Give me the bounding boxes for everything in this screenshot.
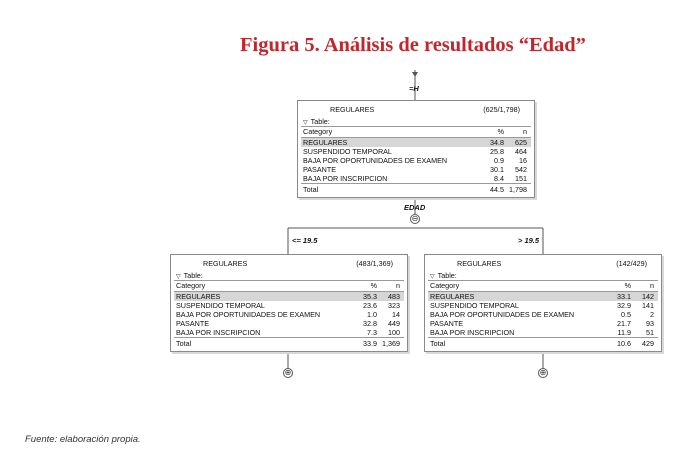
collapse-icon[interactable]: ⊖ xyxy=(411,214,419,223)
node-name: REGULARES xyxy=(330,105,375,114)
table-total-row: Total 33.9 1,369 xyxy=(174,337,404,349)
node-table xyxy=(301,117,531,194)
branch-right-label: > 19.5 xyxy=(518,236,540,245)
table-row: PASANTE 32.8 449 xyxy=(176,319,400,328)
col-category: Category xyxy=(430,281,460,290)
root-arrow xyxy=(412,72,418,77)
table-row: PASANTE 30.1 542 xyxy=(303,165,527,174)
node-header xyxy=(298,101,534,117)
table-label: Table: xyxy=(310,117,330,126)
node-header xyxy=(425,255,661,271)
expand-right-icon[interactable]: ⊕ xyxy=(539,368,547,377)
col-n: n xyxy=(396,281,400,290)
table-header-row xyxy=(174,280,404,292)
root-node[interactable] xyxy=(297,100,535,198)
node-count: (142/429) xyxy=(616,259,647,268)
node-name: REGULARES xyxy=(457,259,502,268)
node-table xyxy=(174,271,404,348)
table-row: BAJA POR INSCRIPCION 11.9 51 xyxy=(430,328,654,337)
figure-source: Fuente: elaboración propia. xyxy=(25,434,141,445)
col-category: Category xyxy=(303,127,333,136)
table-row: BAJA POR INSCRIPCION 7.3 100 xyxy=(176,328,400,337)
left-node[interactable] xyxy=(170,254,408,352)
triangle-down-icon: ▽ xyxy=(176,274,181,280)
right-node[interactable] xyxy=(424,254,662,352)
table-row: BAJA POR OPORTUNIDADES DE EXAMEN 0.9 16 xyxy=(303,156,527,165)
table-row: BAJA POR OPORTUNIDADES DE EXAMEN 0.5 2 xyxy=(430,310,654,319)
table-row: SUSPENDIDO TEMPORAL 25.8 464 xyxy=(303,147,527,156)
node-table xyxy=(428,271,658,348)
branch-left-label: <= 19.5 xyxy=(292,236,318,245)
expand-left-icon[interactable]: ⊕ xyxy=(284,368,292,377)
table-row: SUSPENDIDO TEMPORAL 23.6 323 xyxy=(176,301,400,310)
triangle-down-icon: ▽ xyxy=(303,120,308,126)
table-row: SUSPENDIDO TEMPORAL 32.9 141 xyxy=(430,301,654,310)
node-header xyxy=(171,255,407,271)
col-pct: % xyxy=(624,281,631,290)
col-category: Category xyxy=(176,281,206,290)
table-header-row xyxy=(301,126,531,138)
table-title[interactable] xyxy=(428,271,658,280)
figure-title: Figura 5. Análisis de resultados “Edad” xyxy=(240,34,586,56)
split-variable-label: EDAD xyxy=(404,203,426,212)
col-pct: % xyxy=(497,127,504,136)
col-n: n xyxy=(523,127,527,136)
table-row: REGULARES 35.3 483 xyxy=(174,292,404,301)
node-name: REGULARES xyxy=(203,259,248,268)
root-label: =H xyxy=(409,84,419,93)
col-n: n xyxy=(650,281,654,290)
table-row: PASANTE 21.7 93 xyxy=(430,319,654,328)
table-label: Table: xyxy=(183,271,203,280)
node-count: (625/1,798) xyxy=(483,105,520,114)
table-total-row: Total 10.6 429 xyxy=(428,337,658,349)
table-header-row xyxy=(428,280,658,292)
table-row: BAJA POR OPORTUNIDADES DE EXAMEN 1.0 14 xyxy=(176,310,400,319)
table-row: REGULARES 34.8 625 xyxy=(301,138,531,147)
table-title[interactable] xyxy=(301,117,531,126)
table-label: Table: xyxy=(437,271,457,280)
table-title[interactable] xyxy=(174,271,404,280)
table-row: REGULARES 33.1 142 xyxy=(428,292,658,301)
table-total-row: Total 44.5 1,798 xyxy=(301,183,531,195)
triangle-down-icon: ▽ xyxy=(430,274,435,280)
col-pct: % xyxy=(370,281,377,290)
table-row: BAJA POR INSCRIPCION 8.4 151 xyxy=(303,174,527,183)
node-count: (483/1,369) xyxy=(356,259,393,268)
